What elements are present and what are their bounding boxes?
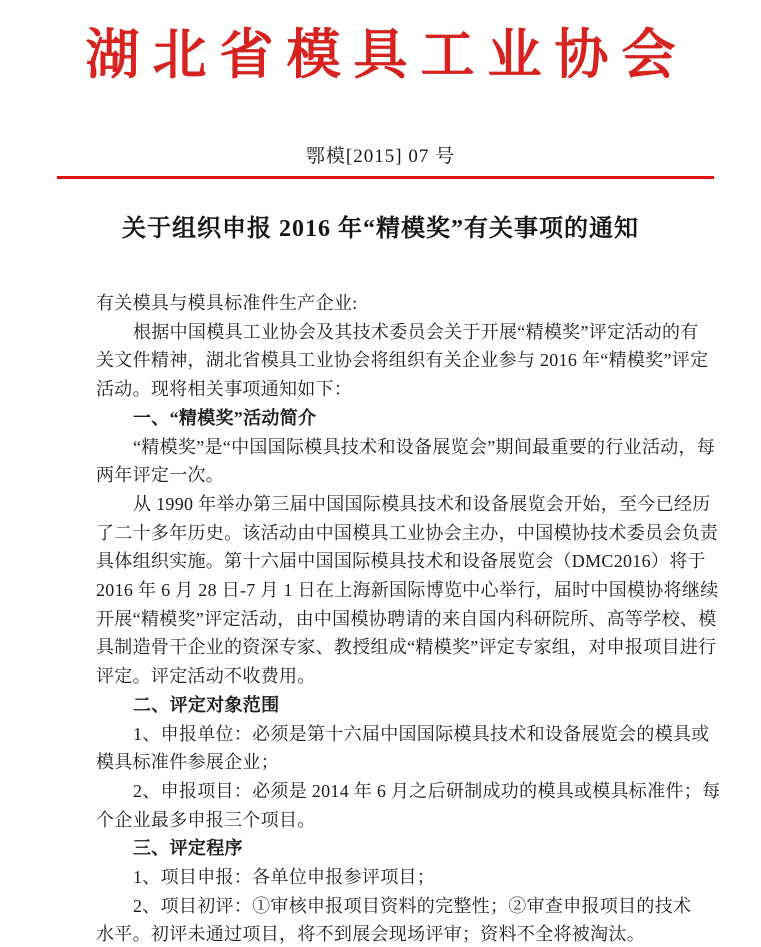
- body-line: 1、项目申报：各单位申报参评项目；: [133, 867, 436, 888]
- notice-title: 关于组织申报 2016 年“精模奖”有关事项的通知: [122, 216, 639, 242]
- body-section-heading: 二、评定对象范围: [133, 694, 280, 715]
- body-line: 两年评定一次。: [96, 465, 225, 486]
- letterhead-org-name: 湖北省模具工业协会: [85, 25, 689, 85]
- body-line: “精模奖”是“中国国际模具技术和设备展览会”期间最重要的行业活动，每: [133, 436, 716, 457]
- body-line: 个企业最多申报三个项目。: [96, 809, 316, 830]
- body-line: 模具标准件参展企业；: [96, 752, 279, 773]
- body-line: 了二十多年历史。该活动由中国模具工业协会主办，中国模协技术委员会负责: [96, 522, 719, 543]
- body-line: 评定。评定活动不收费用。: [96, 666, 316, 687]
- notice-body: [96, 289, 721, 947]
- body-line: 2、项目初评：①审核申报项目资料的完整性；②审查申报项目的技术: [133, 895, 692, 916]
- body-line: 1、申报单位：必须是第十六届中国国际模具技术和设备展览会的模具或: [133, 723, 710, 744]
- body-line: 水平。初评未通过项目，将不到展会现场评审；资料不全将被淘汰。: [96, 924, 645, 945]
- body-section-heading: 三、评定程序: [133, 838, 243, 859]
- body-line: 具体组织实施。第十六届中国国际模具技术和设备展览会（DMC2016）将于: [96, 551, 706, 572]
- body-line: 关文件精神，湖北省模具工业协会将组织有关企业参与 2016 年“精模奖”评定: [96, 350, 709, 371]
- body-line: 具制造骨干企业的资深专家、教授组成“精模奖”评定专家组，对申报项目进行: [96, 637, 717, 658]
- body-section-heading: 一、“精模奖”活动简介: [133, 407, 317, 428]
- letterhead-divider-rule: [57, 176, 714, 179]
- body-line: 从 1990 年举办第三届中国国际模具技术和设备展览会开始，至今已经历: [133, 493, 711, 514]
- body-line: 根据中国模具工业协会及其技术委员会关于开展“精模奖”评定活动的有: [133, 321, 699, 342]
- body-line: 开展“精模奖”评定活动，由中国模协聘请的来自国内科研院所、高等学校、模: [96, 608, 717, 629]
- body-line: 2、申报项目：必须是 2014 年 6 月之后研制成功的模具或模具标准件；每: [133, 780, 721, 801]
- doc-number: 鄂模[2015] 07 号: [305, 146, 456, 167]
- body-line: 有关模具与模具标准件生产企业:: [96, 293, 358, 313]
- body-line: 活动。现将相关事项通知如下：: [96, 379, 353, 400]
- body-line: 2016 年 6 月 28 日-7 月 1 日在上海新国际博览中心举行，届时中国模协将继续: [96, 580, 719, 601]
